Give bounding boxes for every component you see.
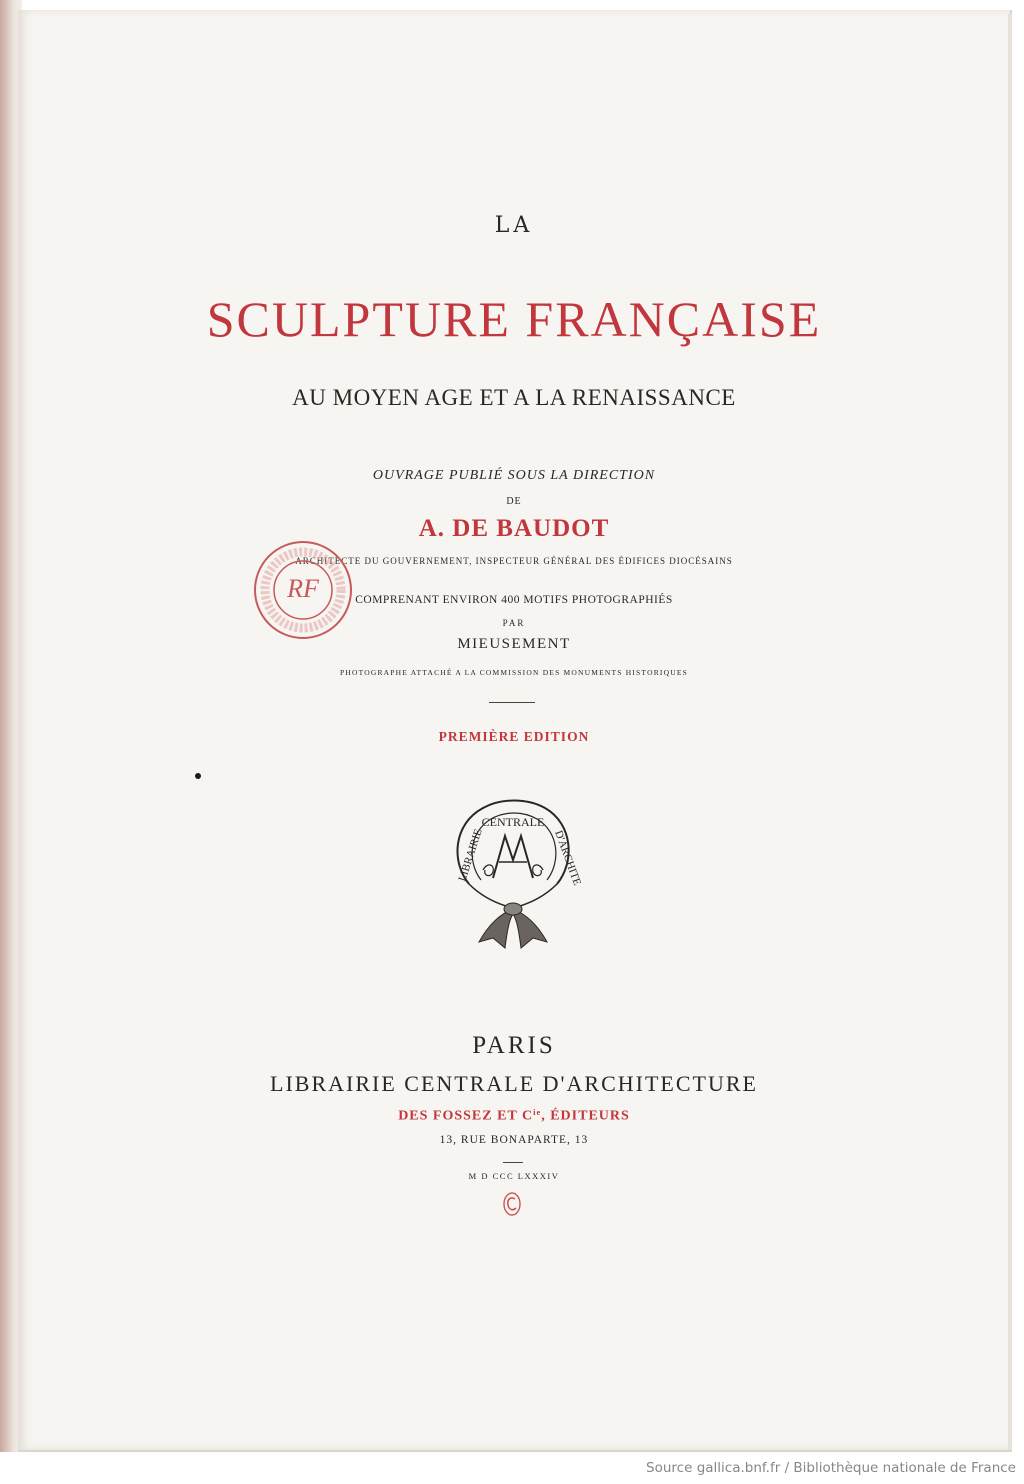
edition-label: PREMIÈRE EDITION [438,729,590,744]
publisher-address: 13, RUE BONAPARTE, 13 [439,1134,589,1146]
red-c-mark-icon [500,1190,524,1218]
photographer-role: PHOTOGRAPHE ATTACHÉ A LA COMMISSION DES MONUMENTS HISTORIQUES [340,668,688,677]
page-edge [1008,14,1012,1450]
contents-note: COMPRENANT ENVIRON 400 MOTIFS PHOTOGRAPHIÉS [355,594,673,606]
divider-rule [489,702,535,703]
ink-dot [195,773,201,779]
emblem-ribbon-left: LIBRAIRIE [456,827,485,883]
publication-city: PARIS [472,1032,556,1059]
photographer-name: MIEUSEMENT [457,636,571,652]
publisher-suffix: , ÉDITEURS [541,1108,630,1124]
publisher-emblem [443,792,583,954]
author-name: A. DE BAUDOT [418,515,610,542]
divider-rule-short [503,1162,523,1163]
emblem-ribbon-right: D'ARCHITE [552,828,583,888]
ribbon-monogram-icon [443,792,583,954]
author-role: ARCHITECTE DU GOUVERNEMENT, INSPECTEUR GÉNÉRAL DES ÉDIFICES DIOCÉSAINS [295,556,733,566]
book-title: SCULPTURE FRANÇAISE [206,291,822,347]
par-label: PAR [502,618,526,628]
title-page [18,10,1012,1452]
direction-de: DE [506,496,522,507]
publisher-house [18,1071,1010,1097]
publisher-house-text: LIBRAIRIE CENTRALE D'ARCHITECTURE [270,1071,758,1096]
book-subtitle: AU MOYEN AGE ET A LA RENAISSANCE [292,385,736,410]
source-attribution: Source gallica.bnf.fr / Bibliothèque nationale de France [646,1460,1016,1476]
direction-note: OUVRAGE PUBLIÉ SOUS LA DIRECTION [372,468,656,483]
publisher-prefix: DES FOSSEZ ET C [398,1108,534,1124]
library-stamp [251,538,355,642]
publisher-names [18,1108,1010,1125]
publication-year: M D CCC LXXXIV [468,1171,560,1181]
publisher-sup: ie [533,1108,542,1117]
title-article: LA [494,213,534,238]
emblem-ribbon-top: CENTRALE [481,815,545,829]
stamp-monogram: RF [287,574,319,603]
